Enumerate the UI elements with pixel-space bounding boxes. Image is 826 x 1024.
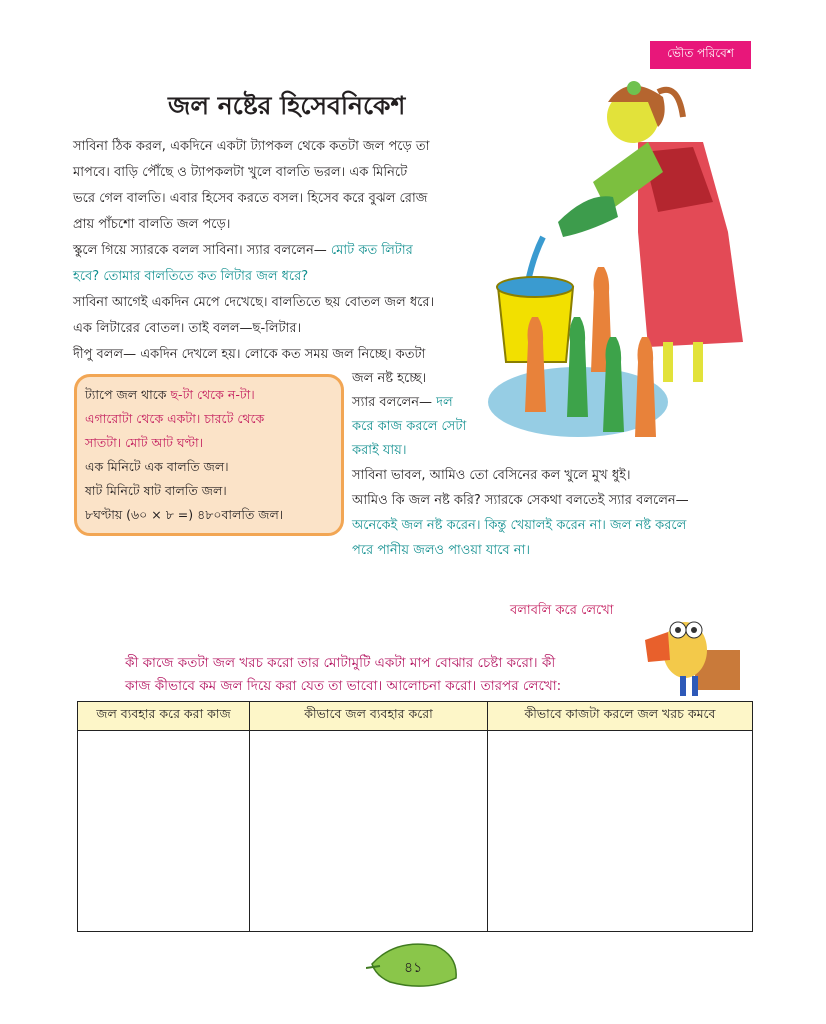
answer-cell[interactable] bbox=[78, 731, 250, 932]
column-header: কীভাবে কাজটা করলে জল খরচ কমবে bbox=[488, 702, 753, 731]
story-line bbox=[352, 393, 453, 414]
story-line: সাবিনা ভাবল, আমিও তো বেসিনের কল খুলে মুখ ধুই। bbox=[352, 468, 631, 483]
calculation-box bbox=[74, 374, 344, 536]
teacher-speech: হবে? তোমার বালতিতে কত লিটার জল ধরে? bbox=[73, 269, 309, 284]
page-number: ৪১ bbox=[404, 960, 423, 976]
story-text: স্যার বললেন— bbox=[352, 395, 433, 410]
story-line: ভরে গেল বালতি। এবার হিসেব করতে বসল। হিসেব করে বুঝল রোজ bbox=[73, 191, 428, 206]
activity-instruction: কাজ কীভাবে কম জল দিয়ে করা যেত তা ভাবো। আলোচনা করো। তারপর লেখো: bbox=[125, 678, 562, 694]
story-line: আমিও কি জল নষ্ট করি? স্যারকে সেকথা বলতেই স্যার বললেন— bbox=[352, 493, 689, 508]
table-row bbox=[78, 731, 753, 932]
teacher-speech: অনেকেই জল নষ্ট করেন। কিন্তু খেয়ালই করেন না। জল নষ্ট করলে bbox=[352, 518, 687, 533]
answer-cell[interactable] bbox=[250, 731, 488, 932]
calc-line bbox=[85, 383, 333, 407]
story-line: জল নষ্ট হচ্ছে। bbox=[352, 371, 427, 386]
table-header-row bbox=[78, 702, 753, 731]
page-title: জল নষ্টের হিসেবনিকেশ bbox=[168, 91, 406, 120]
calc-text: ট্যাপে জল থাকে bbox=[85, 387, 171, 402]
teacher-speech: করে কাজ করলে সেটা bbox=[352, 419, 467, 434]
activity-instruction: কী কাজে কতটা জল খরচ করো তার মোটামুটি একটা মাপ বোঝার চেষ্টা করো। কী bbox=[125, 655, 556, 671]
teacher-speech: করাই যায়। bbox=[352, 443, 407, 458]
story-line bbox=[73, 241, 413, 262]
story-line: প্রায় পাঁচশো বালতি জল পড়ে। bbox=[73, 217, 231, 232]
calc-line: এগারোটা থেকে একটা। চারটে থেকে bbox=[85, 411, 265, 426]
answer-cell[interactable] bbox=[488, 731, 753, 932]
activity-subheading: বলাবলি করে লেখো bbox=[510, 603, 614, 618]
column-header: জল ব্যবহার করে করা কাজ bbox=[78, 702, 250, 731]
teacher-speech: পরে পানীয় জলও পাওয়া যাবে না। bbox=[352, 543, 530, 558]
girl-pouring-water-illustration bbox=[488, 72, 758, 452]
story-text: স্কুলে গিয়ে স্যারকে বলল সাবিনা। স্যার বললেন— bbox=[73, 243, 327, 258]
teacher-speech: দল bbox=[436, 395, 453, 410]
story-line: এক লিটারের বোতল। তাই বলল—ছ-লিটার। bbox=[73, 321, 302, 336]
calc-line: ৮ঘণ্টায় (৬০ × ৮ =) ৪৮০বালতি জল। bbox=[85, 507, 284, 522]
calc-line: সাতটা। মোট আট ঘণ্টা। bbox=[85, 435, 204, 450]
activity-table bbox=[77, 701, 753, 932]
story-line: মাপবে। বাড়ি পৌঁছে ও ট্যাপকলটা খুলে বালতি ভরল। এক মিনিটে bbox=[73, 165, 408, 180]
owl-reading-illustration bbox=[640, 600, 750, 700]
story-line: দীপু বলল— একদিন দেখলে হয়। লোকে কত সময় জল নিচ্ছে। কতটা bbox=[73, 347, 426, 362]
calc-line: এক মিনিটে এক বালতি জল। bbox=[85, 459, 229, 474]
calc-highlight: ছ-টা থেকে ন-টা। bbox=[170, 387, 255, 402]
story-line: সাবিনা আগেই একদিন মেপে দেখেছে। বালতিতে ছয় বোতল জল ধরে। bbox=[73, 295, 435, 310]
column-header: কীভাবে জল ব্যবহার করো bbox=[250, 702, 488, 731]
teacher-speech: মোট কত লিটার bbox=[330, 243, 413, 258]
section-tag: ভৌত পরিবেশ bbox=[650, 41, 751, 69]
story-line: সাবিনা ঠিক করল, একদিনে একটা ট্যাপকল থেকে কতটা জল পড়ে তা bbox=[73, 139, 430, 154]
calc-line: ষাট মিনিটে ষাট বালতি জল। bbox=[85, 483, 227, 498]
